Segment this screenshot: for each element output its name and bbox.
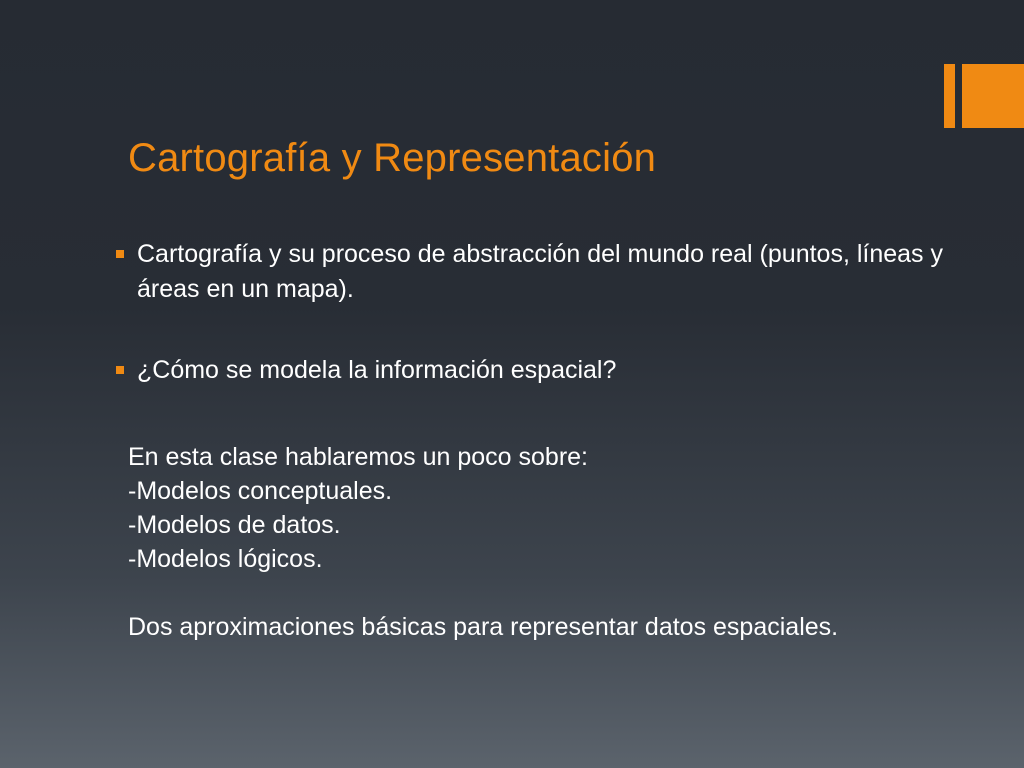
bullet-item-abstraction [116, 237, 956, 307]
topic-line: -Modelos conceptuales. [128, 477, 393, 505]
closing-statement: Dos aproximaciones básicas para representar datos espaciales. [128, 613, 839, 641]
bullet-text: ¿Cómo se modela la información espacial? [137, 356, 617, 384]
square-bullet-icon [116, 366, 124, 374]
topics-intro-line: En esta clase hablaremos un poco sobre: [128, 443, 588, 471]
topic-line: -Modelos de datos. [128, 511, 341, 539]
accent-bar-wide [962, 64, 1024, 128]
slide-title: Cartografía y Representación [128, 136, 657, 180]
class-topics [128, 440, 988, 576]
topic-line: -Modelos lógicos. [128, 545, 323, 573]
bullet-text: Cartografía y su proceso de abstracción del mundo real (puntos, líneas y áreas en un mapa). [137, 240, 943, 303]
bullet-item-spatial-info [116, 353, 956, 388]
square-bullet-icon [116, 250, 124, 258]
accent-bar-thin [944, 64, 955, 128]
